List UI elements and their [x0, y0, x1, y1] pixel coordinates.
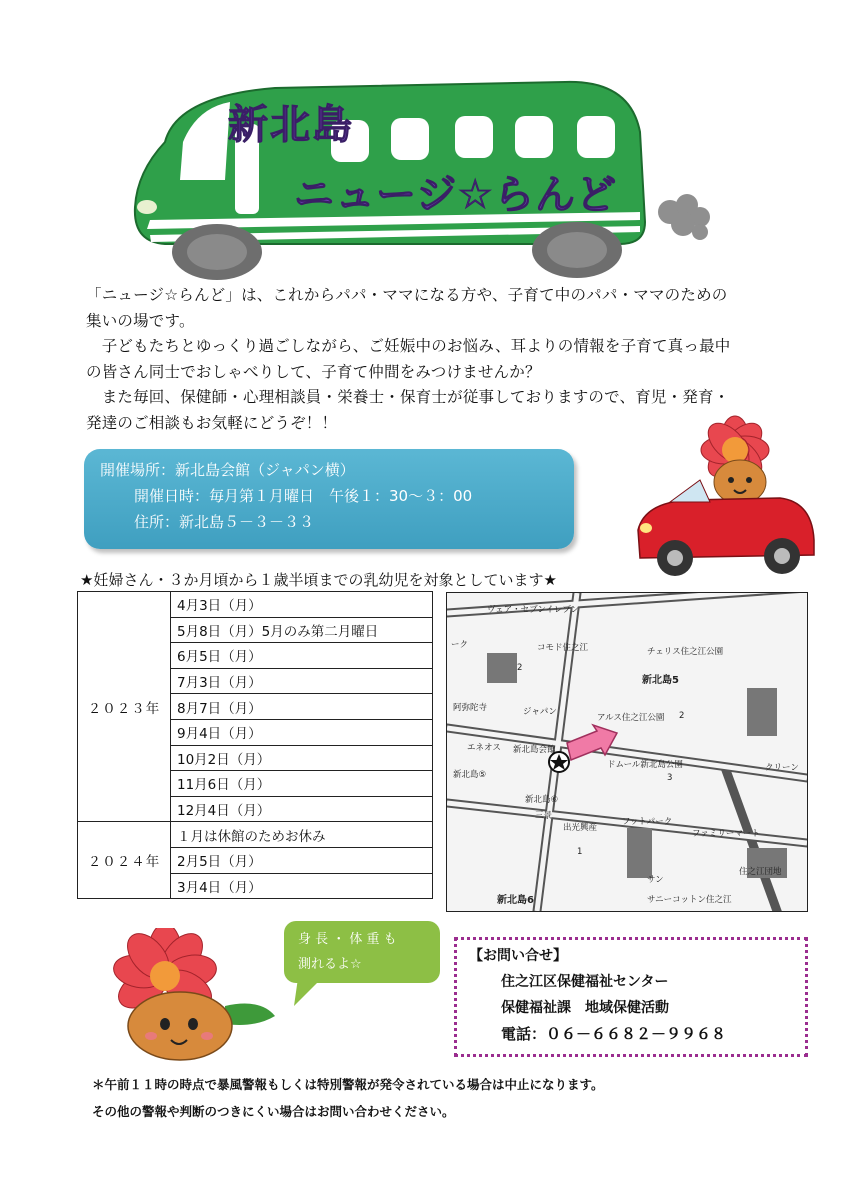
note-line: その他の警報や判断のつきにくい場合はお問い合わせください。: [92, 1104, 455, 1119]
map-label: ーク: [451, 640, 469, 650]
map-label: コモド住之江: [537, 643, 589, 653]
date-cell: 2月5日（月）: [171, 847, 433, 873]
flower-character-illustration: [75, 928, 285, 1068]
bubble-line1: 身 長 ・ 体 重 も: [298, 932, 397, 947]
date-cell: 8月7日（月）: [171, 694, 433, 720]
map-label: 1: [577, 847, 583, 857]
map-label: 新北島5: [642, 675, 679, 686]
map-label: ジャパン: [523, 707, 557, 717]
map-label: エネオス: [467, 743, 501, 753]
year-2024: ２０２４年: [78, 822, 171, 899]
title-line2: ニュージ☆らんど: [294, 172, 618, 218]
contact-heading: 【お問い合せ】: [469, 948, 567, 964]
access-map: [446, 592, 808, 912]
map-label: 新北島⑤: [453, 770, 487, 780]
contact-dept: 保健福祉課 地域保健活動: [501, 1000, 669, 1016]
map-label: 出光興産: [563, 823, 598, 833]
title-line1: 新北島: [228, 102, 354, 148]
date-cell: 4月3日（月）: [171, 592, 433, 618]
map-label: フットパーク: [622, 817, 673, 827]
year-2023: ２０２３年: [78, 592, 171, 822]
date-cell: 9月4日（月）: [171, 719, 433, 745]
contact-org: 住之江区保健福祉センター: [501, 974, 669, 990]
map-label: 新北島会館: [513, 745, 556, 755]
contact-phone: 電話：０６－６６８２－９９６８: [501, 1025, 727, 1043]
map-label: チェリス住之江公園: [647, 647, 724, 657]
map-label: サン: [647, 875, 664, 885]
intro-line: 「ニュージ☆らんど」は、これからパパ・ママになる方や、子育て中のパパ・ママのための: [86, 286, 728, 304]
intro-line: の皆さん同士でおしゃべりして、子育て仲間をみつけませんか？: [86, 362, 541, 381]
contact-box: [454, 937, 808, 1057]
map-label: 三景: [535, 811, 553, 821]
map-label: 2: [679, 711, 685, 721]
date-cell: 6月5日（月）: [171, 643, 433, 669]
map-label: 3: [667, 773, 673, 783]
date-cell: 11月6日（月）: [171, 771, 433, 797]
map-roads: [447, 593, 807, 911]
map-label: 2: [517, 663, 523, 673]
date-cell: 5月8日（月）5月のみ第二月曜日: [171, 617, 433, 643]
intro-line: 子どもたちとゆっくり過ごしながら、ご妊娠中のお悩み、耳よりの情報を子育て真っ最中: [86, 337, 731, 355]
map-label: ファミリーマート: [692, 829, 760, 839]
datetime-text: 開催日時：毎月第１月曜日 午後１：30〜３：00: [134, 487, 473, 505]
map-label: 住之江団地: [739, 867, 782, 877]
speech-bubble: [284, 921, 440, 983]
date-cell: 7月3日（月）: [171, 668, 433, 694]
intro-line: 発達のご相談もお気軽にどうぞ！！: [86, 413, 338, 432]
venue-text: 開催場所：新北島会館（ジャパン横）: [100, 461, 355, 479]
map-label: 阿弥陀寺: [453, 703, 488, 713]
map-label: サニーコットン住之江: [647, 895, 732, 905]
map-label: アルス住之江公園: [597, 713, 665, 723]
bubble-tail: [290, 978, 330, 1008]
date-cell: 3月4日（月）: [171, 873, 433, 899]
target-note: ★妊婦さん・３か月頃から１歳半頃までの乳幼児を対象としています★: [80, 571, 557, 589]
address-text: 住所：新北島５－３－３３: [134, 513, 315, 531]
info-box: [84, 449, 574, 549]
date-cell: 10月2日（月）: [171, 745, 433, 771]
intro-line: 集いの場です。: [86, 311, 195, 330]
table-row: [78, 822, 433, 848]
date-cell: １月は休館のためお休み: [171, 822, 433, 848]
bubble-line2: 測れるよ☆: [298, 957, 362, 972]
map-label: クリーン: [765, 763, 799, 773]
intro-line: また毎回、保健師・心理相談員・栄養士・保育士が従事しておりますので、育児・発育・: [86, 388, 730, 406]
note-line: ＊午前１１時の時点で暴風警報もしくは特別警報が発令されている場合は中止になります。: [92, 1077, 604, 1092]
map-label: ドムール新北島公園: [607, 760, 683, 770]
schedule-table: [77, 591, 433, 899]
table-row: [78, 592, 433, 618]
flower-car-illustration: [630, 410, 820, 582]
map-label: 新北島6: [497, 895, 534, 906]
date-cell: 12月4日（月）: [171, 796, 433, 822]
map-label: ヴェア・セブンイレブン: [487, 605, 580, 615]
footer-notes: [92, 1071, 604, 1125]
map-label: 新北島⑥: [525, 795, 559, 805]
